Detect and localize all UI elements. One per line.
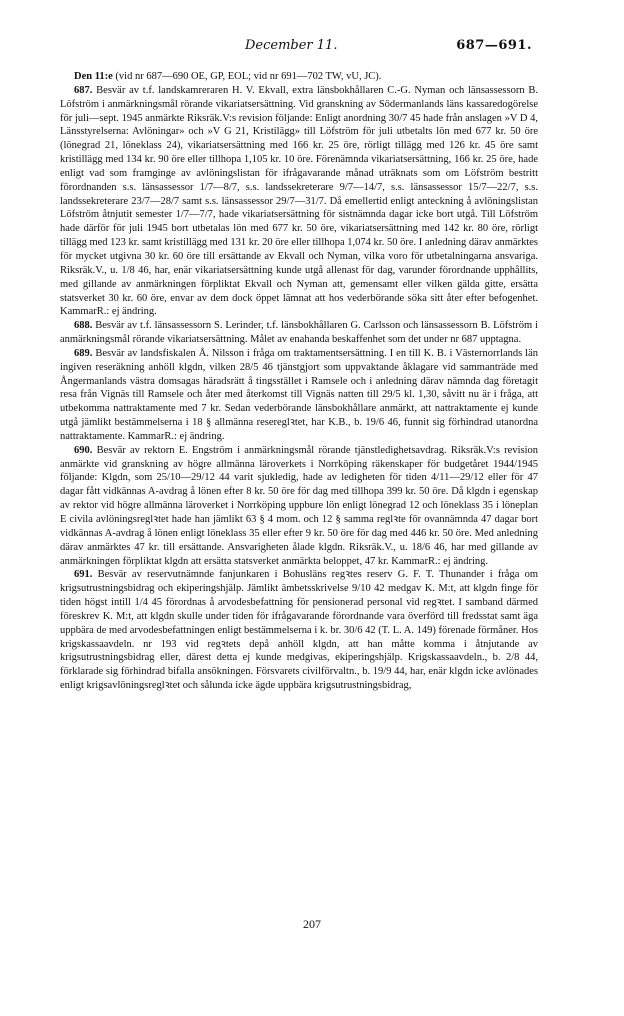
case-entry-687 bbox=[60, 84, 538, 319]
date-heading-text: (vid nr 687—690 OE, GP, EOL; vid nr 691—702 TW, vU, JC). bbox=[112, 71, 382, 82]
running-head-title: December 11. bbox=[245, 38, 338, 53]
date-heading-paragraph bbox=[60, 70, 538, 84]
case-text: Besvär av landsfiskalen Å. Nilsson i fråga om traktamentsersättning. I en till K. B. i Västernorrlands län ingiven reseräkning anhöll klgdn, vilken 28/5 46 tjänstgjort som uppvaktande åklagare vid sammanträde med Ångermanlands västra domsagas häradsrätt å tingsstället i Ramsele och i anledning därav nämnda dag företagit resa från Vignäs till Ramsele och åter med återkomst till Vignäs natten till 29/5 kl. 1,30, såvitt nu är i fråga, att utbekomma nattraktamente med 7 kr. Sedan vederbörande länsbokhållare anmärkt, att nattraktamente ej kunde utgå jämlikt bestämmelserna i 18 § allmänna resereglꝛtet, har K.B., b. 19/6 46, funnit sig förhindrad utanordna nattraktamente. KammarR.: ej ändring. bbox=[60, 347, 538, 442]
case-number: 691. bbox=[74, 569, 93, 581]
case-number: 689. bbox=[74, 347, 93, 359]
page-number: 207 bbox=[303, 917, 321, 931]
running-head bbox=[60, 38, 532, 58]
case-text: Besvär av t.f. länsassessorn S. Lerinder, t.f. länsbokhållaren G. Carlsson och länsassessorn B. Löfström i anmärkningsmål rörande vikariatsersättning. Målet av enahanda beskaffenhet som det under nr 687 upptagna. bbox=[60, 320, 538, 346]
case-text: Besvär av reservutnämnde fanjunkaren i Bohusläns regꝛtes reserv G. F. T. Thunander i fråga om krigsutrustningsbidrag och ekiperingshjälp. Jämlikt ämbetsskrivelse 9/10 42 medgav K. M:t, att klgdn finge för tiden högst intill 1/4 45 förordnas å arvodesbefattning för pensionerad personal vid regꝛtet. I samband därmed föreskrev K. M:t, att klgdn skulle under tiden för ifrågavarande förordnande vara överförd till fredsstat samt äga uppbära de med arvodesbefattningen enligt bestämmelserna i k. br. 30/6 42 (T. L. A. 149) förenade förmåner. Hos krigskassaavdeln. nr 193 vid regꝛtets depå anhöll klgdn, att han måtte komma i åtnjutande av krigsutrustningsbidrag eller, därest detta ej kunde medgivas, ekiperingshjälp. Krigskassaavdeln., b. 2/8 44, förklarade sig förhindrad bifalla ansökningen. Försvarets civilförvaltn., b. 19/9 44, har, enär klgdn icke avlönades enligt krigsavlöningsreglꝛtet och sålunda icke ägde uppbära krigsutrustningsbidrag, bbox=[60, 569, 538, 692]
case-number: 687. bbox=[74, 84, 93, 96]
case-text: Besvär av t.f. landskamreraren H. V. Ekvall, extra länsbokhållaren C.-G. Nyman och länsassessorn B. Löfström i anmärkningsmål rörande vikariatsersättning. Vid granskning av Södermanlands läns kassaredogörelse för juli—sept. 1945 anmärkte Riksräk.V:s revision följande: Enligt anordning 30/7 45 hade från anslagen »V D 4, Länsstyrelserna: Avlöningar» och »V G 21, Kristilägg» till Löfström för juli utbetalts lön med 677 kr. 50 öre (lönegrad 21, löneklass 24), vikariatsersättning med 166 kr. 25 öre, rörligt tillägg med 126 kr. 45 öre samt kristillägg med 134 kr. 90 öre eller tillhopa 1,105 kr. 10 öre. Förenämnda vikariatsersättning, 166 kr. 25 öre, hade enligt vad som framginge av avlöningslistan för ifrågavarande månad uträknats som om Löfström bestritt förordnanden s.s. länsassessor 1/7—8/7, s.s. landssekreterare 9/7—14/7, s.s. länsassessor 15/7—22/7, s.s. landssekreterare 23/7—28/7 samt s.s. länsassessor 29/7—31/7. Då emellertid enligt anteckning å avlöningslistan Löfström åtnjutit semester 1/7—7/7, hade vikariatsersättning för sistnämnda dagar icke bort utgå. Till Löfström hade därför för juli 1945 bort utbetalas lön med 677 kr. 50 öre, vikariatsersättning med 142 kr. 80 öre, rörligt tillägg med 123 kr. samt kristillägg med 131 kr. 20 öre eller tillhopa 1,074 kr. 50 öre. I anledning därav anmärktes för mycket utgivna 30 kr. 60 öre till ersättande av Ekvall och Nyman, vilka voro för utbetalningarna ansvariga. Riksräk.V., u. 1/8 46, har, enär vikariatsersättning kunde utgå allenast för dag, varunder förordnande upphållits, med gillande av anmärkningen förpliktat Ekvall och Nyman att, gemensamt eller vilken gälda gitte, ersätta statsverket 30 kr. 60 öre, envar av dem dock öppet lämnat att hos vederbörande söka sitt åter efter befogenhet. KammarR.: ej ändring. bbox=[60, 84, 538, 318]
date-heading-label: Den 11:e bbox=[74, 71, 113, 82]
case-entry-690 bbox=[60, 444, 538, 569]
case-number: 688. bbox=[74, 320, 93, 332]
running-head-page-range: 687—691. bbox=[456, 38, 532, 53]
case-number: 690. bbox=[74, 444, 93, 456]
case-text: Besvär av rektorn E. Engström i anmärkningsmål rörande tjänstledighetsavdrag. Riksräk.V:s revision anmärkte vid granskning av högre allmänna läroverkets i Norrköping räkenskaper för budgetåret 1944/1945 följande: Klgdn, som 25/10—29/12 44 varit sjukledig, hade av ledigheten för tiden 4/11—29/12 eller för 47 dagar fått vidkännas A-avdrag å lönen efter 8 kr. 50 öre för dag med tillhopa 399 kr. 50 öre. Då klgdn i egenskap av rektor vid högre allmänna läroverket i Norrköping uppbure lön enligt lönegrad 12 och löneklass 35 i löneplan E civila avlöningsreglꝛtet hade han jämlikt 63 § 4 mom. och 12 § samma reglꝛte för ovannämnda 47 dagar bort vidkännas A-avdrag å lönen enligt löneklass 35 eller efter 9 kr. 50 öre för dag med 446 kr. 50 öre. Med anledning därav anmärktes 47 kr. till ersättande. Ansvarigheten ålade klgdn. Riksräk.V., u. 18/6 46, har med gillande av anmärkningen förpliktat klgdn att ersätta statsverket anmärkta beloppet, 47 kr. KammarR.: ej ändring. bbox=[60, 444, 538, 567]
case-entry-691 bbox=[60, 568, 538, 693]
case-entry-689 bbox=[60, 347, 538, 444]
body-text bbox=[60, 70, 538, 693]
case-entry-688 bbox=[60, 319, 538, 347]
